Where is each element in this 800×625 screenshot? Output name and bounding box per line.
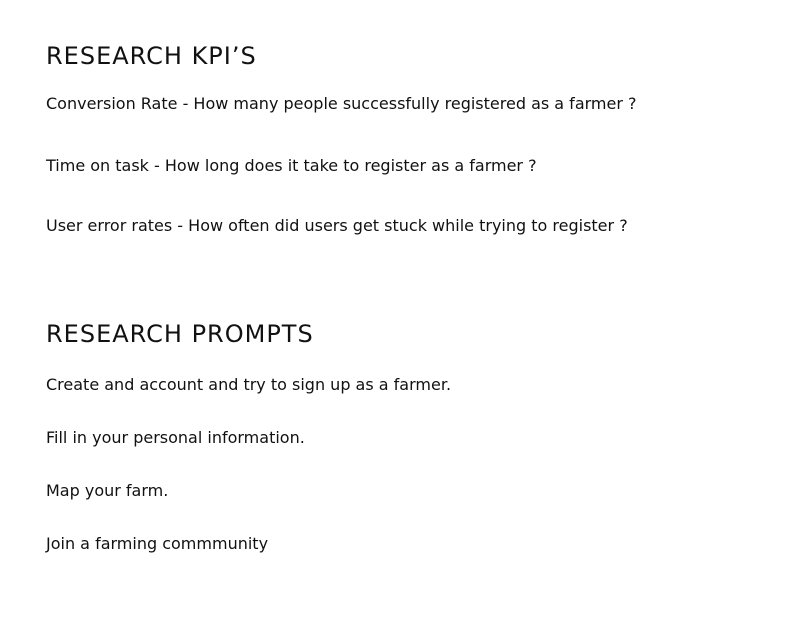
prompt-item-create-account: Create and account and try to sign up as a farmer. <box>46 375 452 394</box>
kpi-item-time-on-task: Time on task - How long does it take to register as a farmer ? <box>46 156 537 175</box>
prompts-section-heading: RESEARCH PROMPTS <box>46 320 314 348</box>
prompt-item-join-community: Join a farming commmunity <box>46 534 269 553</box>
kpi-item-user-error-rates: User error rates - How often did users get stuck while trying to register ? <box>46 216 628 235</box>
prompt-item-personal-info: Fill in your personal information. <box>46 428 305 447</box>
kpi-item-conversion-rate: Conversion Rate - How many people successfully registered as a farmer ? <box>46 94 637 113</box>
kpi-section-heading: RESEARCH KPI’S <box>46 42 257 70</box>
prompt-item-map-farm: Map your farm. <box>46 481 169 500</box>
